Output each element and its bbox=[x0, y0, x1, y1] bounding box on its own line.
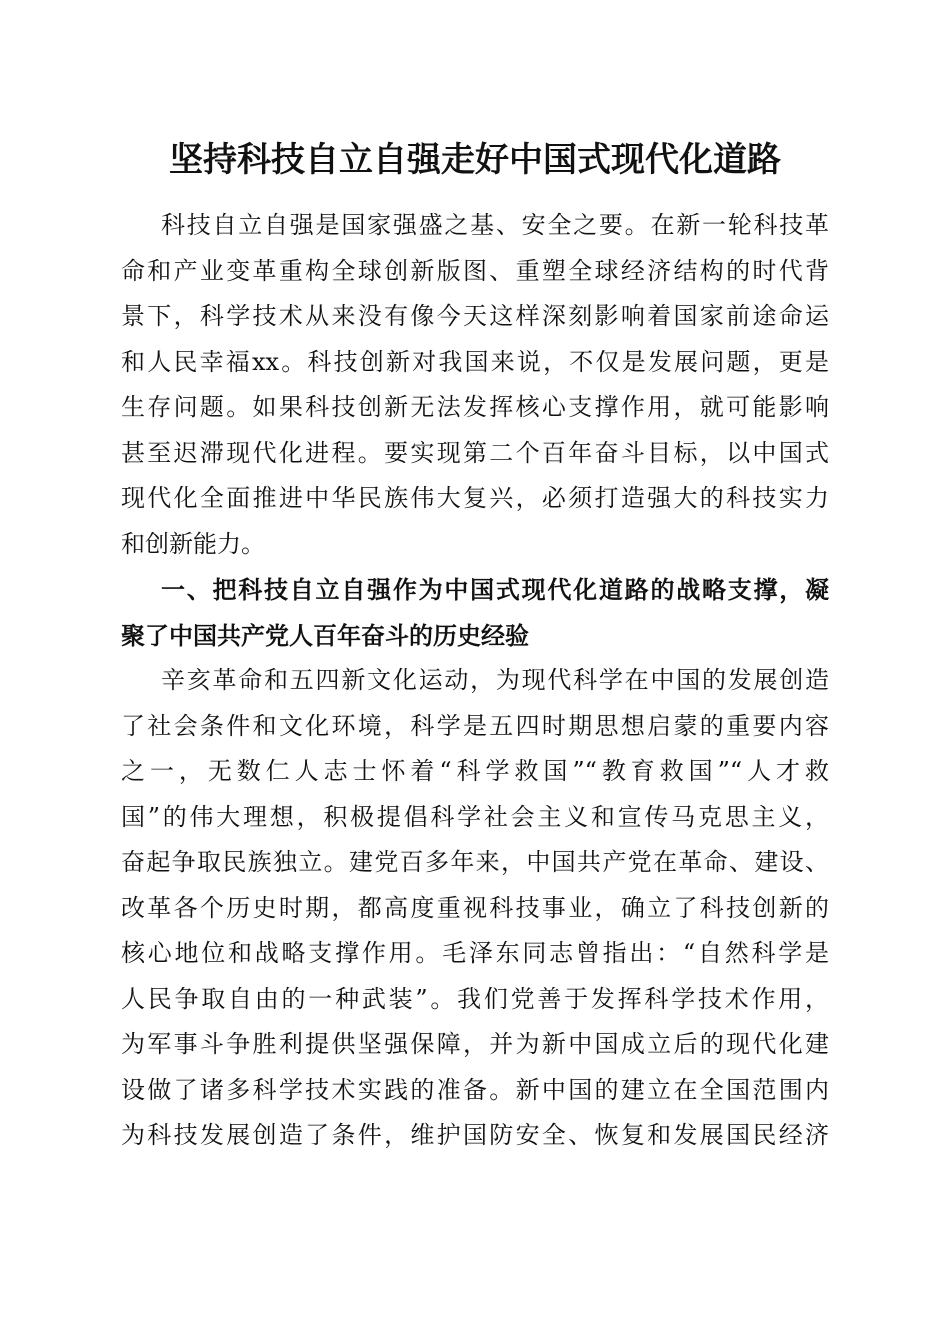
heading-line: 聚了中国共产党人百年奋斗的历史经验 bbox=[121, 620, 529, 650]
text-line: 国”的伟大理想，积极提倡科学社会主义和宣传马克思主义， bbox=[121, 802, 829, 831]
text-line: 科技自立自强是国家强盛之基、安全之要。在新一轮科技革 bbox=[161, 211, 829, 239]
text-line: 为科技发展创造了条件，维护国防安全、恢复和发展国民经济 bbox=[121, 1121, 829, 1149]
text-line: 甚至迟滞现代化进程。要实现第二个百年奋斗目标，以中国式 bbox=[121, 438, 829, 467]
document-title: 坚持科技自立自强走好中国式现代化道路 bbox=[169, 140, 781, 180]
document-body bbox=[121, 203, 829, 1159]
text-line: 生存问题。如果科技创新无法发挥核心支撑作用，就可能影响 bbox=[121, 393, 829, 421]
section-heading-1 bbox=[121, 567, 829, 658]
text-line: 现代化全面推进中华民族伟大复兴，必须打造强大的科技实力 bbox=[121, 484, 829, 512]
text-line: 设做了诸多科学技术实践的准备。新中国的建立在全国范围内 bbox=[121, 1075, 829, 1104]
text-line: 辛亥革命和五四新文化运动，为现代科学在中国的发展创造 bbox=[161, 666, 829, 694]
text-line: 和人民幸福xx。科技创新对我国来说，不仅是发展问题，更是 bbox=[121, 347, 829, 376]
text-line: 为军事斗争胜利提供坚强保障，并为新中国成立后的现代化建 bbox=[121, 1030, 829, 1058]
text-line: 了社会条件和文化环境，科学是五四时期思想启蒙的重要内容 bbox=[121, 711, 829, 740]
paragraph-history bbox=[121, 658, 829, 1159]
text-line: 人民争取自由的一种武装”。我们党善于发挥科学技术作用， bbox=[121, 984, 829, 1013]
text-line: 命和产业变革重构全球创新版图、重塑全球经济结构的时代背 bbox=[121, 256, 829, 285]
text-line: 景下，科学技术从来没有像今天这样深刻影响着国家前途命运 bbox=[121, 302, 829, 330]
text-line: 奋起争取民族独立。建党百多年来，中国共产党在革命、建设、 bbox=[121, 848, 829, 876]
heading-line: 一、把科技自立自强作为中国式现代化道路的战略支撑，凝 bbox=[161, 575, 829, 604]
paragraph-intro bbox=[121, 203, 829, 567]
text-line: 改革各个历史时期，都高度重视科技事业，确立了科技创新的 bbox=[121, 893, 829, 922]
text-line: 核心地位和战略支撑作用。毛泽东同志曾指出：“自然科学是 bbox=[121, 939, 829, 967]
text-line: 和创新能力。 bbox=[121, 529, 265, 558]
text-line: 之一，无数仁人志士怀着“科学救国”“教育救国”“人才救 bbox=[121, 757, 829, 785]
